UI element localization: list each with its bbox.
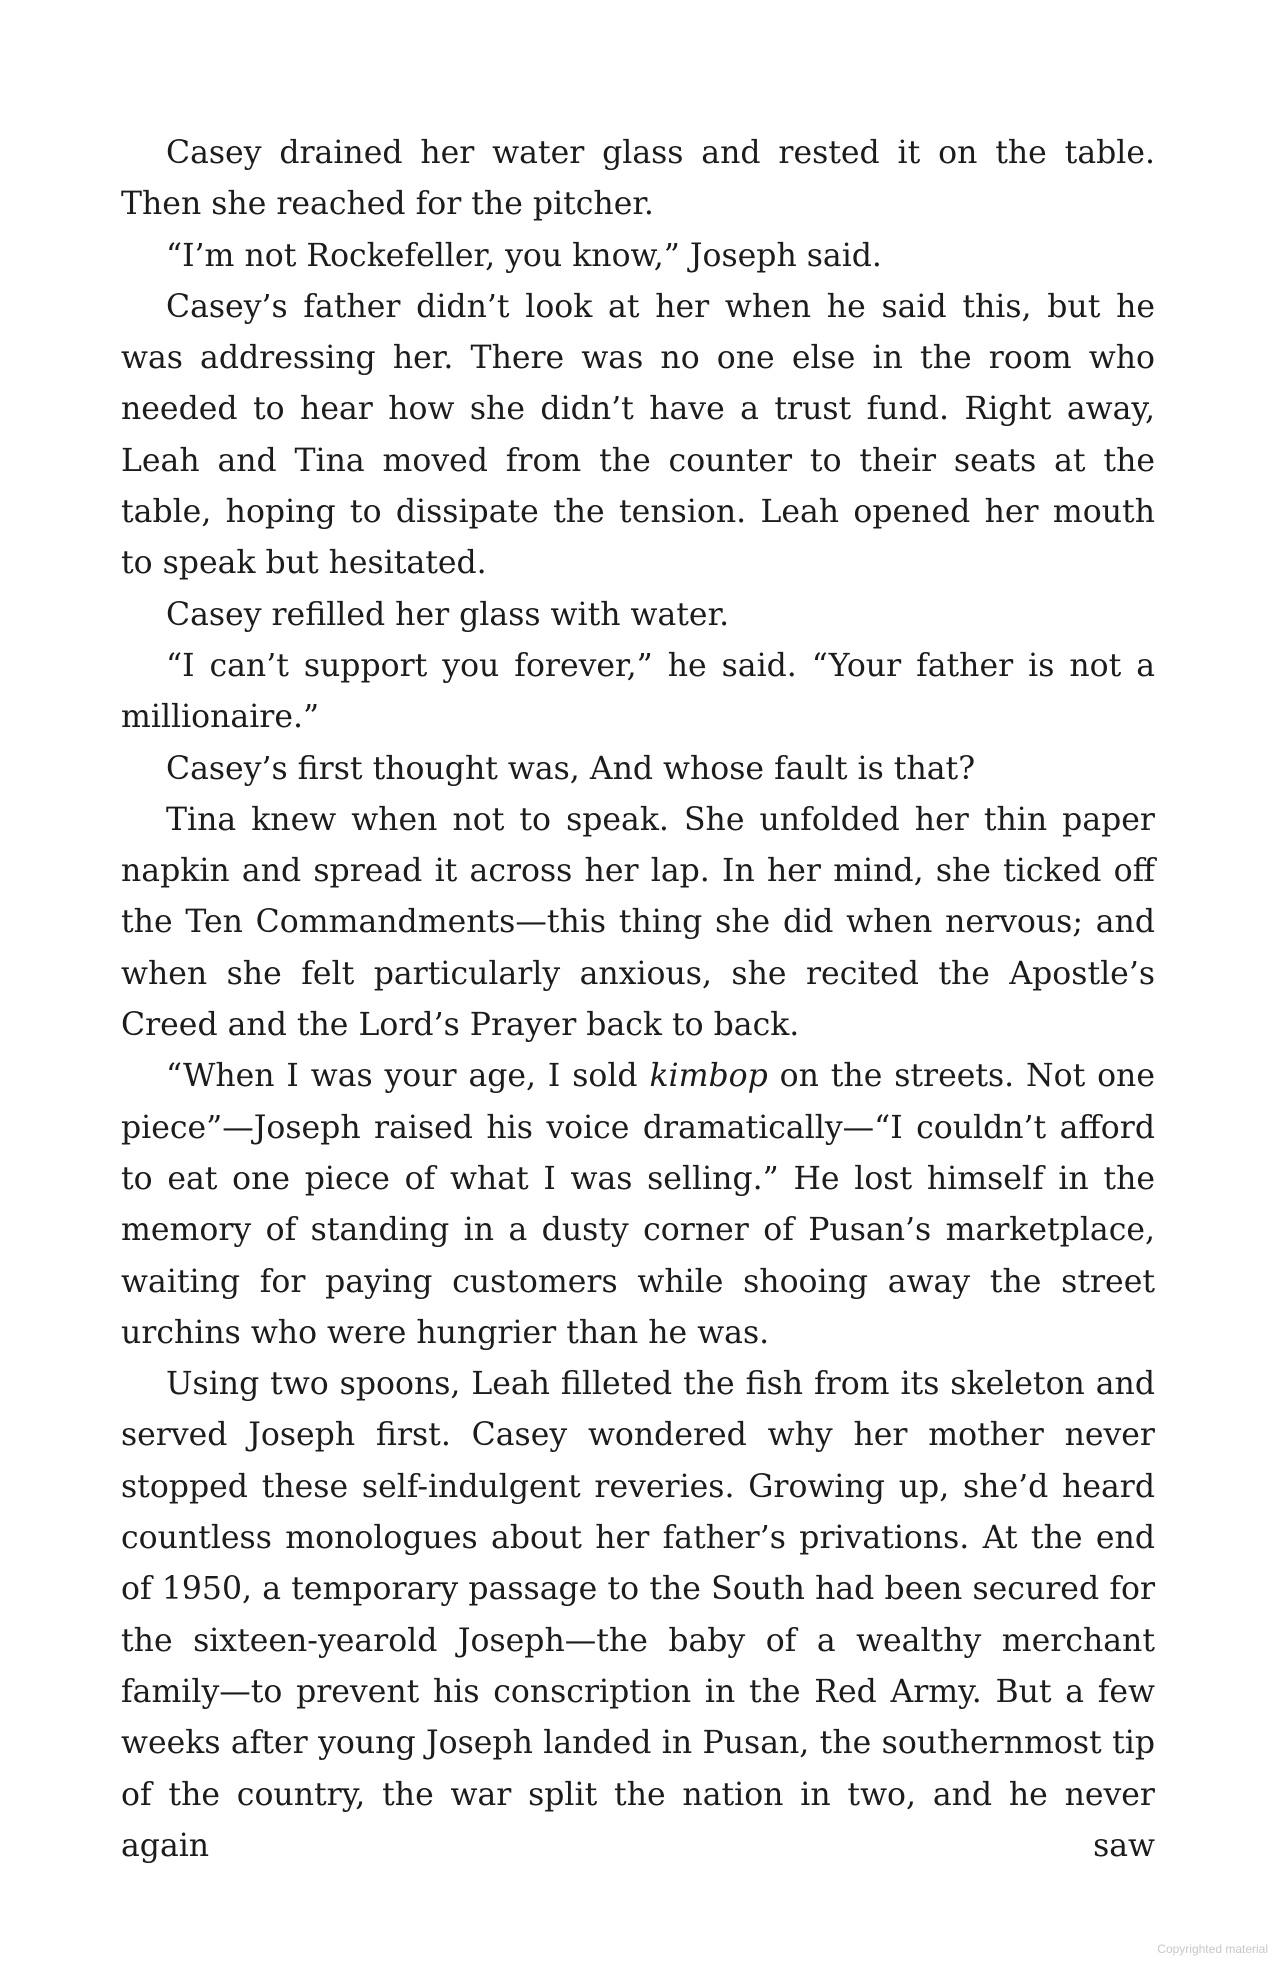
paragraph: Using two spoons, Leah filleted the fish from its skeleton and served Joseph first. Casey wondered why her mother never stopped these self-indulgent reveries. Growing up, she’d heard countless monologues about her father’s privations. At the end of 1950, a temporary passage to the South had been secured for the sixteen-yearold Joseph—the baby of a wealthy merchant family—to prevent his conscription in the Red Army. But a few weeks after young Joseph landed in Pusan, the southernmost tip of the country, the war split the nation in two, and he never again saw <box>121 1366 1155 1864</box>
paragraph: Tina knew when not to speak. She unfolded her thin paper napkin and spread it across her lap. In her mind, she ticked off the Ten Commandments—this thing she did when nervous; and when she felt particularly anxious, she recited the Apostle’s Creed and the Lord’s Prayer back to back. <box>121 801 1155 1044</box>
body-text <box>121 128 1155 1872</box>
paragraph: “I can’t support you forever,” he said. “Your father is not a millionaire.” <box>121 647 1155 736</box>
paragraph: “I’m not Rockefeller, you know,” Joseph said. <box>166 237 882 274</box>
paragraph <box>121 1051 1155 1359</box>
paragraph-text: “When I was your age, I sold <box>166 1058 650 1095</box>
copyright-watermark: Copyrighted material <box>1157 1942 1268 1956</box>
paragraph-text: on the streets. Not one piece”—Joseph raised his voice dramatically—“I couldn’t afford to eat one piece of what I was selling.” He lost himself in the memory of standing in a dusty corner of Pusan’s marketplace, waiting for paying customers while shooing away the street urchins who were hungrier than he was. <box>121 1058 1155 1351</box>
paragraph: Casey drained her water glass and rested it on the table. Then she reached for the pitcher. <box>121 135 1155 223</box>
italic-word: kimbop <box>649 1058 768 1095</box>
paragraph: Casey’s father didn’t look at her when he said this, but he was addressing her. There was no one else in the room who needed to hear how she didn’t have a trust fund. Right away, Leah and Tina moved from the counter to their seats at the table, hoping to dissipate the tension. Leah opened her mouth to speak but hesitated. <box>121 288 1155 582</box>
paragraph: Casey refilled her glass with water. <box>166 596 730 633</box>
paragraph: Casey’s first thought was, And whose fault is that? <box>166 750 976 787</box>
